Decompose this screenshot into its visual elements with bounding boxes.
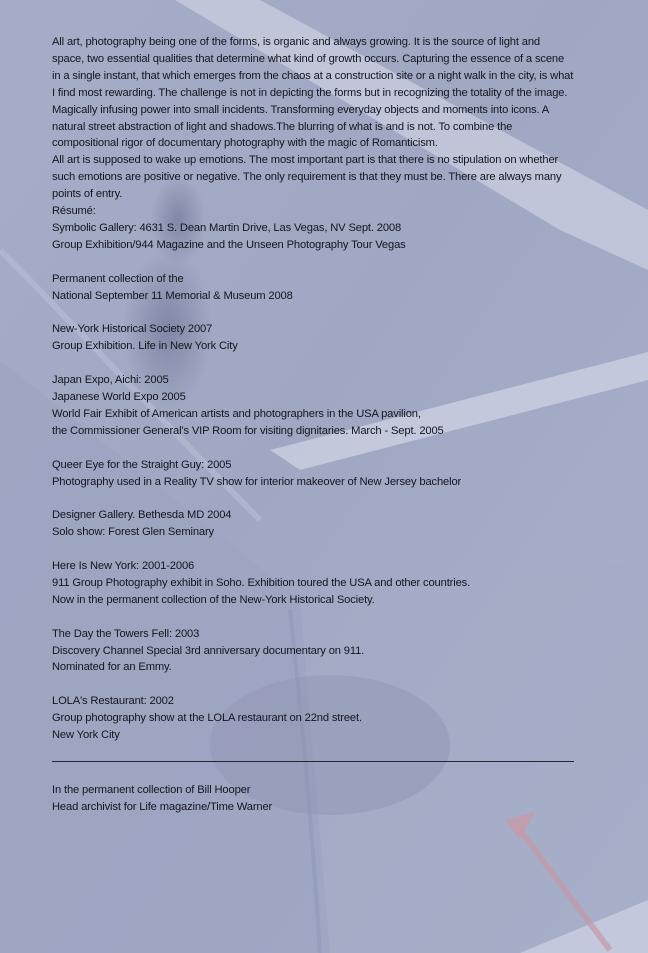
- resume-document: [52, 34, 574, 816]
- resume-heading: Résumé:: [52, 205, 96, 218]
- exhibition-line: Symbolic Gallery: 4631 S. Dean Martin Drive, Las Vegas, NV Sept. 2008: [52, 221, 402, 234]
- exhibition-line: the Commissioner General's VIP Room for visiting dignitaries. March - Sept. 2005: [52, 424, 444, 437]
- footer-line: In the permanent collection of Bill Hooper: [52, 783, 251, 796]
- exhibition-line: New York City: [52, 729, 120, 742]
- intro-paragraph-1: All art, photography being one of the forms, is organic and always growing. It is the source of light and space, two essential qualities that determine what kind of growth occurs. Capturing the essence of a scene in a single instant, that which emerges from the chaos at a construction site or a night walk in the city, is what I find most rewarding. The challenge is not in depicting the forms but in recognizing the totality of the image. Magically infusing power into small incidents. Transforming everyday objects and moments into icons. A natural street abstraction of light and shadows.The blurring of what is and is not. To combine the compositional rigor of documentary photography with the magic of Romanticism.: [52, 36, 574, 150]
- exhibition-line: Queer Eye for the Straight Guy: 2005: [52, 458, 232, 471]
- exhibition-entry: [52, 457, 574, 491]
- exhibition-line: Designer Gallery. Bethesda MD 2004: [52, 509, 232, 522]
- exhibition-line: Group Exhibition/944 Magazine and the Unseen Photography Tour Vegas: [52, 238, 406, 251]
- footer-line: Head archivist for Life magazine/Time Warner: [52, 800, 273, 813]
- exhibition-list: [52, 220, 574, 744]
- collection-note: [52, 782, 574, 816]
- exhibition-line: Japanese World Expo 2005: [52, 390, 186, 403]
- exhibition-line: The Day the Towers Fell: 2003: [52, 627, 200, 640]
- exhibition-line: Permanent collection of the: [52, 272, 184, 285]
- exhibition-line: Group photography show at the LOLA restaurant on 22nd street.: [52, 712, 362, 725]
- intro-paragraph-2: All art is supposed to wake up emotions. The most important part is that there is no stipulation on whether such emotions are positive or negative. The only requirement is that they must be. There are always many points of entry.: [52, 154, 562, 201]
- exhibition-line: LOLA's Restaurant: 2002: [52, 695, 174, 708]
- divider: [52, 761, 574, 762]
- exhibition-line: 911 Group Photography exhibit in Soho. Exhibition toured the USA and other countries.: [52, 576, 471, 589]
- exhibition-line: New-York Historical Society 2007: [52, 323, 213, 336]
- exhibition-line: Here Is New York: 2001-2006: [52, 560, 195, 572]
- exhibition-entry: [52, 271, 574, 305]
- exhibition-entry: [52, 220, 574, 254]
- exhibition-entry: [52, 507, 574, 541]
- exhibition-entry: [52, 372, 574, 440]
- exhibition-line: Now in the permanent collection of the New-York Historical Society.: [52, 593, 375, 606]
- exhibition-line: Nominated for an Emmy.: [52, 661, 172, 674]
- exhibition-line: Photography used in a Reality TV show for interior makeover of New Jersey bachelor: [52, 475, 462, 488]
- exhibition-line: Discovery Channel Special 3rd anniversary documentary on 911.: [52, 644, 365, 657]
- exhibition-line: National September 11 Memorial & Museum 2008: [52, 289, 293, 302]
- exhibition-line: Japan Expo, Aichi: 2005: [52, 374, 169, 387]
- exhibition-line: Group Exhibition. Life in New York City: [52, 340, 238, 353]
- exhibition-line: Solo show: Forest Glen Seminary: [52, 526, 214, 539]
- exhibition-line: World Fair Exhibit of American artists and photographers in the USA pavilion,: [52, 407, 421, 420]
- exhibition-entry: [52, 626, 574, 677]
- exhibition-entry: [52, 558, 574, 609]
- exhibition-entry: [52, 321, 574, 355]
- exhibition-entry: [52, 693, 574, 744]
